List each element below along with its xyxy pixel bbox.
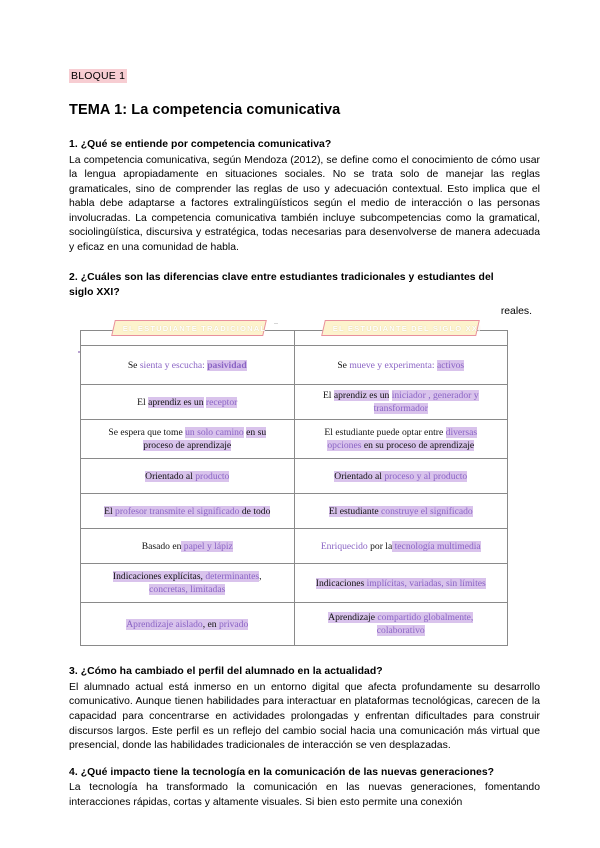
- table-cell-left: Se espera que tome un solo camino en su proceso de aprendizaje: [81, 420, 295, 459]
- question-3-heading: 3. ¿Cómo ha cambiado el perfil del alumnado en la actualidad?: [69, 666, 383, 678]
- trailing-text-fragment: reales.: [500, 305, 532, 317]
- table-cell-right: Se mueve y experimenta: activos: [294, 346, 508, 385]
- table-row: [81, 494, 508, 529]
- stray-mark: [78, 351, 80, 353]
- table-row: [81, 420, 508, 459]
- bloque-label: BLOQUE 1: [71, 70, 126, 82]
- table-cell-right: El estudiante puede optar entre diversas opciones en su proceso de aprendizaje: [294, 420, 508, 459]
- table-cell-left: Indicaciones explícitas, determinantes, concretas, limitadas: [81, 564, 295, 603]
- spacer: [69, 754, 540, 766]
- table-cell-right: Aprendizaje compartido globalmente, colaborativo: [294, 603, 508, 646]
- table-cell-right: El aprendiz es un iniciador , generador y transformador: [294, 385, 508, 420]
- table-cell-right: Enriquecido por la tecnología multimedia: [294, 529, 508, 564]
- table-cell-right: El estudiante construye el significado: [294, 494, 508, 529]
- comparison-table-wrapper: [69, 324, 540, 646]
- question-1-body: La competencia comunicativa, según Mendoza (2012), se define como el conocimiento de cómo usar la lengua apropiadamente en situaciones sociales. No se trata solo de manejar las reglas gramaticales, sino de comprender las reglas de uso y adecuación contextual. Esto implica que el habla debe adaptarse a factores extralingüísticos según el medio de interacción o las personas involucradas. La competencia comunicativa también incluye subcompetencias como la gramatical, sociolingüística, discursiva y estratégica, todas necesarias para desenvolverse de manera adecuada y eficaz en una comunidad de habla.: [69, 154, 540, 254]
- table-cell-left: Basado en papel y lápiz: [81, 529, 295, 564]
- table-cell-right: Indicaciones implícitas, variadas, sin límites: [294, 564, 508, 603]
- table-row: [81, 564, 508, 603]
- table-row: [81, 346, 508, 385]
- table-cell-left: El profesor transmite el significado de todo: [81, 494, 295, 529]
- table-cell-left: Se sienta y escucha: pasividad: [81, 346, 295, 385]
- bloque-label-line: [69, 70, 540, 83]
- table-header-cell-21st-century: [294, 324, 508, 346]
- table-header-label-21st-century: EL ESTUDIANTE DEL SIGLO XXI: [332, 324, 481, 334]
- table-row: [81, 603, 508, 646]
- page-title: TEMA 1: La competencia comunicativa: [69, 102, 341, 118]
- table-header-cell-traditional: [81, 324, 295, 346]
- table-header-row: [81, 331, 508, 346]
- spacer: [69, 256, 540, 271]
- table-cell-right: Orientado al proceso y al producto: [294, 459, 508, 494]
- table-cell-left: Orientado al producto: [81, 459, 295, 494]
- lower-text-block: [69, 665, 540, 810]
- table-cell-left: El aprendiz es un receptor: [81, 385, 295, 420]
- table-row: [81, 529, 508, 564]
- ribbon-banner-traditional: [111, 320, 267, 336]
- question-4-heading: 4. ¿Qué impacto tiene la tecnología en la comunicación de las nuevas generaciones?: [69, 766, 495, 778]
- student-comparison-table: [80, 324, 508, 646]
- question-4-body: La tecnología ha transformado la comunicación en las nuevas generaciones, fomentando interacciones rápidas, cortas y altamente visuales. Si bien esto permite una conexión: [69, 782, 540, 808]
- table-cell-left: Aprendizaje aislado, en privado: [81, 603, 295, 646]
- question-2-heading-line-2: siglo XXI?: [69, 287, 120, 299]
- table-header-label-traditional: EL ESTUDIANTE TRADICIONAL: [122, 324, 267, 334]
- question-3-body: El alumnado actual está inmerso en un entorno digital que afecta profundamente su desarrollo comunicativo. Aunque tienen habilidades para interactuar en plataformas tecnológicas, carecen de la capacidad para concentrarse en actividades prolongadas y enfrentan dificultades para construir discursos largos. Este perfil es un reflejo del cambio social hacia una comunicación más virtual que presencial, donde las habilidades tradicionales de interacción se ven desplazadas.: [69, 681, 540, 752]
- question-1-heading: 1. ¿Qué se entiende por competencia comunicativa?: [69, 139, 332, 150]
- table-row: [81, 385, 508, 420]
- table-row: [81, 459, 508, 494]
- question-2-heading-line-1: 2. ¿Cuáles son las diferencias clave entre estudiantes tradicionales y estudiantes del: [69, 271, 494, 283]
- ribbon-banner-21st-century: [321, 320, 480, 336]
